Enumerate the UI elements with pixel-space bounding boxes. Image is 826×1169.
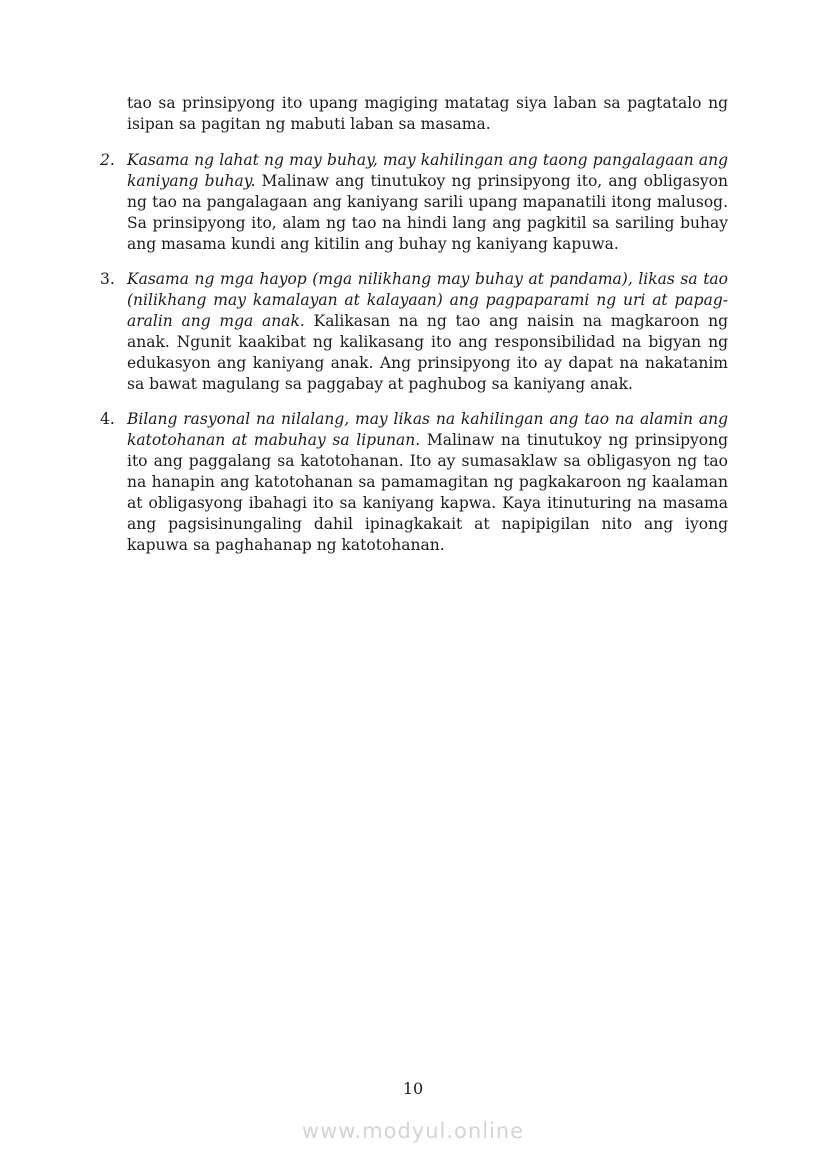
page-content — [100, 93, 728, 570]
list-item-lead: Bilang rasyonal na nilalang, may likas na kahilingan ang tao na alamin ang katotohanan at mabuhay sa lipunan. — [127, 410, 728, 449]
list-item-number: 3. — [100, 270, 115, 288]
list-item-body: Kalikasan na ng tao ang naisin na magkaroon ng anak. Ngunit kaakibat ng kalikasang ito ang responsibilidad na bigyan ng edukasyon ang kaniyang anak. Ang prinsipyong ito ay dapat na nakatanim sa bawat magulang sa paggabay at paghubog sa kaniyang anak. — [127, 312, 728, 393]
list-item — [100, 150, 728, 255]
continuation-paragraph: tao sa prinsipyong ito upang magiging matatag siya laban sa pagtatalo ng isipan sa pagitan ng mabuti laban sa masama. — [127, 94, 728, 133]
list-item-number: 4. — [100, 410, 115, 428]
list-item-lead: Kasama ng mga hayop (mga nilikhang may buhay at pandama), likas sa tao (nilikhang may kamalayan at kalayaan) ang pagpaparami ng uri at papag-aralin ang mga anak. — [127, 270, 728, 330]
list-item-lead: Kasama ng lahat ng may buhay, may kahilingan ang taong pangalagaan ang kaniyang buhay. — [127, 151, 728, 190]
list-item-number: 2. — [100, 151, 115, 169]
list-item-text — [127, 409, 728, 556]
list-item — [100, 269, 728, 395]
list-item-body: Malinaw na tinutukoy ng prinsipyong ito ang paggalang sa katotohanan. Ito ay sumasaklaw sa obligasyon ng tao na hanapin ang katotohanan sa pamamagitan ng pagkakaroon ng kaalaman at obligasyong ibahagi ito sa kaniyang kapwa. Kaya itinuturing na masama ang pagsisinungaling dahil ipinagkakait at napipigilan nito ang iyong kapuwa sa paghahanap ng katotohanan. — [127, 431, 728, 554]
page-number: 10 — [402, 1079, 424, 1098]
list-item-text — [127, 269, 728, 395]
list-item-text — [127, 150, 728, 255]
watermark: www.modyul.online — [301, 1119, 525, 1143]
list-item — [100, 409, 728, 556]
list-item-body: Malinaw ang tinutukoy ng prinsipyong ito, ang obligasyon ng tao na pangalagaan ang kaniyang sarili upang mapanatili itong malusog. Sa prinsipyong ito, alam ng tao na hindi lang ang pagkitil sa sariling buhay ang masama kundi ang kitilin ang buhay ng kaniyang kapuwa. — [127, 172, 728, 253]
